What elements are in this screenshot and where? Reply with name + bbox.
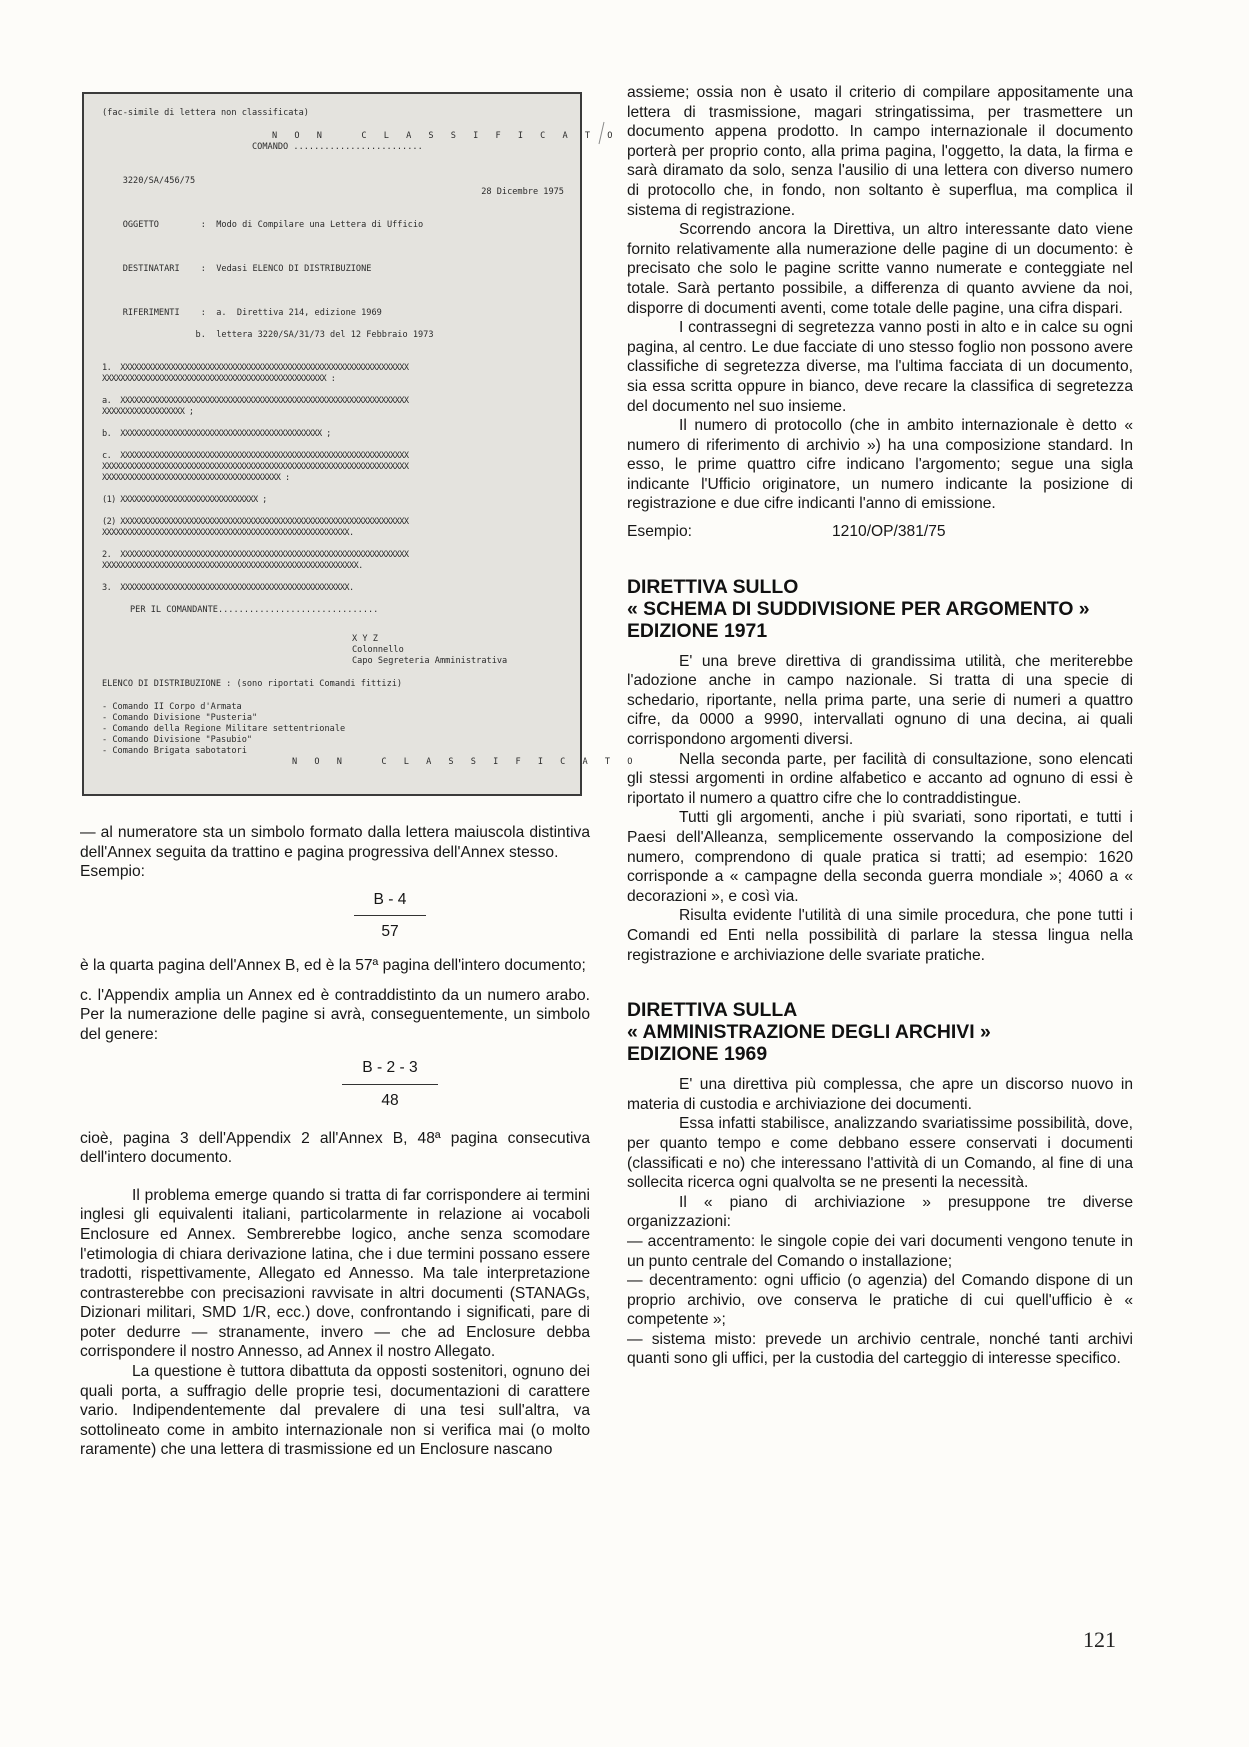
letter-header: (fac-simile di lettera non classificata) (102, 108, 309, 118)
letter-para-b: b. XXXXXXXXXXXXXXXXXXXXXXXXXXXXXXXXXXXXXXXXXXXX ; (102, 429, 331, 439)
letter-para-a-line2: XXXXXXXXXXXXXXXXXX ; (102, 407, 194, 417)
right-paragraph: — decentramento: ogni ufficio (o agenzia) del Comando dispone di un proprio archivio, ove conserva le pratiche di cui quell'ufficio è « competente »; (627, 1272, 1133, 1329)
left-paragraph: c. l'Appendix amplia un Annex ed è contraddistinto da un numero arabo. Per la numerazione delle pagine si avrà, conseguentemente, un simbolo del genere: (80, 986, 590, 1043)
left-paragraph: Il problema emerge quando si tratta di far corrispondere ai termini inglesi gli equivalenti italiani, particolarmente in relazione ai vocaboli Enclosure ed Annex. Sembrerebbe logico, anche senza scomodare l'etimologia di chiara derivazione latina, che i due termini possano essere tradotti, rispettivamente, Allegato ed Annesso. Ma tale interpretazione contrasterebbe con precisazioni ravvisate in altri documenti (STANAGs, Dizionari militari, SMD 1/R, ecc.) dove, confrontando i significati, pare di poter dedurre — stranamente, invero — che ad Enclosure debba corrispondere il nostro Annesso, ad Annex il nostro Allegato. (80, 1186, 590, 1361)
page-number-fraction (80, 1058, 590, 1110)
heading-line: EDIZIONE 1971 (627, 619, 768, 642)
right-paragraph: Risulta evidente l'utilità di una simile procedura, che pone tutti i Comandi ed Enti nella possibilità di parlare la stessa lingua nella registrazione e archiviazione delle svariate pratiche. (627, 907, 1133, 964)
heading-line: DIRETTIVA SULLO (627, 575, 799, 598)
left-paragraph: La questione è tuttora dibattuta da opposti sostenitori, ognuno dei quali porta, a suffragio delle proprie tesi, documentazioni di carattere vario. Indipendentemente dal prevalere di una tesi sull'altra, va sottolineato come in ambito internazionale non si verifica mai (o molto raramente) che una lettera di trasmissione ed un Enclosure nascano (80, 1363, 590, 1459)
example-value: 1210/OP/381/75 (832, 523, 946, 541)
letter-oggetto-value: : Modo di Compilare una Lettera di Ufficio (200, 220, 424, 230)
fraction-numerator: B - 4 (354, 890, 427, 917)
letter-distribution-item: - Comando Brigata sabotatori (102, 746, 247, 756)
letter-oggetto-row (102, 209, 564, 242)
right-paragraph: — sistema misto: prevede un archivio centrale, nonché tanti archivi quanti sono gli uffici, per la custodia del carteggio di interesse specifico. (627, 1330, 1133, 1368)
letter-classification-top: N O N C L A S S I F I C A T O (272, 131, 619, 141)
letter-distribution-title: ELENCO DI DISTRIBUZIONE : (sono riportati Comandi fittizi) (102, 679, 403, 689)
example-label: Esempio: (80, 863, 146, 881)
left-paragraph: — al numeratore sta un simbolo formato dalla lettera maiuscola distintiva dell'Annex seguita da trattino e pagina progressiva dell'Annex stesso. (80, 824, 590, 861)
right-paragraph: Nella seconda parte, per facilità di consultazione, sono elencati gli stessi argomenti in ordine alfabetico e accanto ad ognuno di essi è riportato il numero a quattro cifre che lo contraddistingue. (627, 750, 1133, 807)
letter-para-2p-line1: (2) XXXXXXXXXXXXXXXXXXXXXXXXXXXXXXXXXXXXXXXXXXXXXXXXXXXXXXXXXXXXXXX (102, 517, 409, 527)
letter-riferimenti-a: : a. Direttiva 214, edizione 1969 (200, 308, 382, 318)
right-paragraph: E' una direttiva più complessa, che apre un discorso nuovo in materia di custodia e archiviazione dei documenti. (627, 1076, 1133, 1113)
letter-para-c-line3: XXXXXXXXXXXXXXXXXXXXXXXXXXXXXXXXXXXXXXX : (102, 473, 290, 483)
right-paragraph: E' una breve direttiva di grandissima utilità, che meriterebbe l'adozione anche in campo nazionale. Si tratta di una specie di schedario, riportante, nella prima parte, una serie di numeri a quattro cifre, da 0000 a 9990, intervallati ognuno di una decina, ai quali corrispondono argomenti diversi. (627, 652, 1133, 749)
pen-mark-icon (596, 120, 606, 148)
protocol-example (627, 522, 1133, 542)
heading-line: EDIZIONE 1969 (627, 1043, 768, 1066)
left-column (80, 823, 590, 1460)
letter-signature-rank: Colonnello (352, 645, 404, 655)
letter-signature-role: Capo Segreteria Amministrativa (352, 656, 508, 666)
letter-destinatari-value: : Vedasi ELENCO DI DISTRIBUZIONE (200, 264, 372, 274)
page-number-fraction (80, 890, 590, 942)
letter-para-a-line1: a. XXXXXXXXXXXXXXXXXXXXXXXXXXXXXXXXXXXXXXXXXXXXXXXXXXXXXXXXXXXXXXX (102, 396, 409, 406)
letter-para-1p: (1) XXXXXXXXXXXXXXXXXXXXXXXXXXXXXX ; (102, 495, 267, 505)
right-paragraph: Il « piano di archiviazione » presuppone tre diverse organizzazioni: (627, 1193, 1133, 1231)
left-paragraph: cioè, pagina 3 dell'Appendix 2 all'Annex B, 48ª pagina consecutiva dell'intero documento. (80, 1129, 590, 1167)
right-paragraph: — accentramento: le singole copie dei vari documenti vengono tenute in un punto centrale del Comando o installazione; (627, 1232, 1133, 1270)
letter-protocol: 3220/SA/456/75 (122, 176, 196, 186)
letter-para2-line1: 2. XXXXXXXXXXXXXXXXXXXXXXXXXXXXXXXXXXXXXXXXXXXXXXXXXXXXXXXXXXXXXXX (102, 550, 409, 560)
letter-destinatari-row (102, 253, 564, 286)
letter-signature-name: X Y Z (352, 634, 378, 644)
fraction-denominator: 57 (381, 923, 399, 941)
heading-line: « AMMINISTRAZIONE DEGLI ARCHIVI » (627, 1021, 991, 1044)
letter-date: 28 Dicembre 1975 (481, 187, 564, 197)
letter-para-2p-line2: XXXXXXXXXXXXXXXXXXXXXXXXXXXXXXXXXXXXXXXXXXXXXXXXXXXXXX. (102, 528, 354, 538)
letter-para3: 3. XXXXXXXXXXXXXXXXXXXXXXXXXXXXXXXXXXXXXXXXXXXXXXXXXX. (102, 583, 354, 593)
fraction-denominator: 48 (381, 1091, 399, 1109)
page-number: 121 (1083, 1627, 1116, 1652)
letter-classification-bottom: N O N C L A S S I F I C A T O (292, 757, 639, 767)
right-paragraph: Il numero di protocollo (che in ambito internazionale è detto « numero di riferimento di archivio ») ha una composizione standard. In esso, le prime quattro cifre indicano l'argomento; segue una sigla indicante l'Ufficio originatore, un numero indicante la posizione di registrazione e due cifre indicanti l'anno di emissione. (627, 417, 1133, 513)
letter-protocol-row (102, 165, 564, 209)
letter-para-c-line2: XXXXXXXXXXXXXXXXXXXXXXXXXXXXXXXXXXXXXXXXXXXXXXXXXXXXXXXXXXXXXXXXXXX (102, 462, 409, 472)
section-heading (627, 999, 1133, 1065)
right-paragraph: Scorrendo ancora la Direttiva, un altro interessante dato viene fornito relativamente alla numerazione delle pagine di un documento: è precisato che solo le pagine scritte vanno numerate e conteggiate nel totale. Sarà pertanto possibile, a differenza di quanto avviene da noi, disporre di documenti aventi, come totale delle pagine, una cifra dispari. (627, 221, 1133, 317)
right-paragraph: assieme; ossia non è usato il criterio di compilare appositamente una lettera di trasmissione, magari stringatissima, per trasmettere un documento appena prodotto. In campo internazionale il documento porterà per proprio conto, alla prima pagina, l'oggetto, la data, la firma e sarà diramato da solo, senza l'ausilio di una lettera con diverso numero di protocollo che, in fondo, non soltanto è superflua, ma complica il sistema di registrazione. (627, 84, 1133, 219)
example-label: Esempio: (627, 523, 693, 541)
letter-command: COMANDO ......................... (252, 142, 423, 152)
heading-line: DIRETTIVA SULLA (627, 999, 798, 1022)
letter-para2-line2: XXXXXXXXXXXXXXXXXXXXXXXXXXXXXXXXXXXXXXXXXXXXXXXXXXXXXXXX. (102, 561, 363, 571)
letter-riferimenti-label: RIFERIMENTI (122, 308, 180, 318)
letter-destinatari-label: DESTINATARI (122, 264, 180, 274)
right-column (627, 83, 1133, 1369)
letter-distribution-item: - Comando Divisione "Pusteria" (102, 713, 258, 723)
letter-distribution-item: - Comando II Corpo d'Armata (102, 702, 242, 712)
letter-per-comandante: PER IL COMANDANTE............................... (130, 605, 379, 615)
letter-para-c-line1: c. XXXXXXXXXXXXXXXXXXXXXXXXXXXXXXXXXXXXXXXXXXXXXXXXXXXXXXXXXXXXXXX (102, 451, 409, 461)
right-paragraph: Essa infatti stabilisce, analizzando svariatissime possibilità, dove, per quanto tempo e come debbano essere conservati i documenti (classificati e no) che interessano l'attività di un Comando, al fine di una sollecita ricerca ogni qualvolta se ne presenti la necessità. (627, 1115, 1133, 1192)
section-heading (627, 576, 1133, 642)
letter-distribution-item: - Comando Divisione "Pasubio" (102, 735, 253, 745)
letter-oggetto-label: OGGETTO (122, 220, 159, 230)
letter-para1-line2: XXXXXXXXXXXXXXXXXXXXXXXXXXXXXXXXXXXXXXXXXXXXXXXXX : (102, 374, 336, 384)
letter-riferimenti-row (102, 297, 564, 330)
fraction-numerator: B - 2 - 3 (342, 1058, 437, 1085)
right-paragraph: Tutti gli argomenti, anche i più svariati, sono riportati, e tutti i Paesi dell'Alleanza, semplicemente osservando la composizione del numero, comprendono di quale pratica si tratti; ad esempio: 1620 corrisponde a « campagne della seconda guerra mondiale »; 4060 a « decorazioni », e così via. (627, 809, 1133, 905)
letter-riferimenti-b: b. lettera 3220/SA/31/73 del 12 Febbraio 1973 (180, 330, 434, 340)
facsimile-letter (82, 92, 639, 796)
left-paragraph: è la quarta pagina dell'Annex B, ed è la 57ª pagina dell'intero documento; (80, 956, 586, 974)
heading-line: « SCHEMA DI SUDDIVISIONE PER ARGOMENTO » (627, 597, 1090, 620)
right-paragraph: I contrassegni di segretezza vanno posti in alto e in calce su ogni pagina, al centro. Le due facciate di uno stesso foglio non possono avere classifiche di segretezza diverse, ma l'ultima facciata di un documento, sia essa scritta oppure in bianco, deve recare la classifica di segretezza del documento nel suo insieme. (627, 319, 1133, 415)
letter-distribution-item: - Comando della Regione Militare settentrionale (102, 724, 346, 734)
letter-para1-line1: 1. XXXXXXXXXXXXXXXXXXXXXXXXXXXXXXXXXXXXXXXXXXXXXXXXXXXXXXXXXXXXXXX (102, 363, 409, 373)
